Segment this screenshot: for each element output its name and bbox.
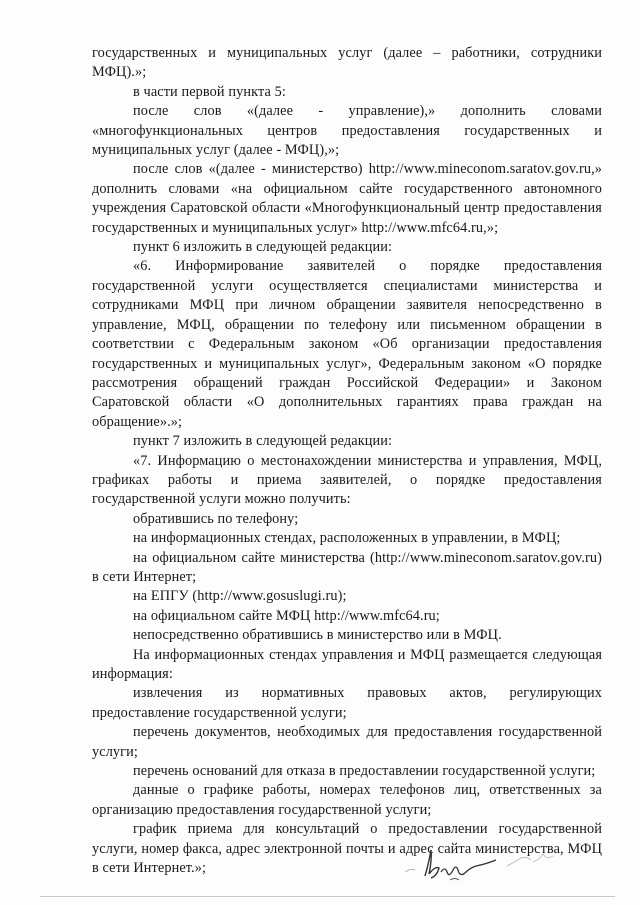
paragraph: «7. Информацию о местонахождении министерства и управления, МФЦ, графиках работы и приема заявителей, о порядке предоставления государственной услуги можно получить:: [92, 452, 602, 508]
paragraph: на официальном сайте министерства (http://www.mineconom.saratov.gov.ru) в сети Интернет;: [92, 549, 602, 585]
paragraph: на ЕПГУ (http://www.gosuslugi.ru);: [133, 588, 347, 605]
paragraph: «6. Информирование заявителей о порядке предоставления государственной услуги осуществляется специалистами министерства и сотрудниками МФЦ при личном обращении заявителя непосредственно в управление, МФЦ, обращении по телефону или письменном обращении в соответствии с Федеральным законом «Об организации предоставления государственных и муниципальных услуг», Федеральным законом «О порядке рассмотрения обращений граждан Российской Федерации» и Законом Саратовской области «О дополнительных гарантиях права граждан на обращение».»;: [92, 258, 602, 430]
paragraph: пункт 6 изложить в следующей редакции:: [133, 239, 393, 256]
handwritten-signature: [395, 832, 565, 892]
paragraph: пункт 7 изложить в следующей редакции:: [133, 433, 393, 450]
paragraph: государственных и муниципальных услуг (далее – работники, сотрудники МФЦ).»;: [92, 45, 602, 81]
paragraph: перечень оснований для отказа в предоставлении государственной услуги;: [133, 763, 596, 780]
document-body: [92, 44, 602, 878]
paragraph: На информационных стендах управления и МФЦ размещается следующая информация:: [92, 646, 602, 682]
paragraph: график приема для консультаций о предоставлении государственной услуги, номер факса, адрес электронной почты и адрес сайта министерства, МФЦ в сети Интернет.»;: [92, 821, 602, 877]
paragraph: перечень документов, необходимых для предоставления государственной услуги;: [92, 724, 602, 760]
paragraph: на информационных стендах, расположенных в управлении, в МФЦ;: [133, 530, 561, 547]
paragraph: после слов «(далее - управление),» дополнить словами «многофункциональных центров предоставления государственных и муниципальных услуг (далее - МФЦ),»;: [92, 103, 602, 159]
page-bottom-rule: [40, 896, 615, 897]
paragraph: на официальном сайте МФЦ http://www.mfc64.ru;: [133, 607, 440, 624]
paragraph: после слов «(далее - министерство) http://www.mineconom.saratov.gov.ru,» дополнить словами «на официальном сайте государственного автономного учреждения Саратовской области «Многофункциональный центр предоставления государственных и муниципальных услуг» http://www.mfc64.ru,»;: [92, 161, 602, 236]
paragraph: данные о графике работы, номерах телефонов лиц, ответственных за организацию предоставления государственной услуги;: [92, 782, 602, 818]
paragraph: извлечения из нормативных правовых актов, регулирующих предоставление государственной услуги;: [92, 685, 602, 721]
paragraph: обратившись по телефону;: [133, 510, 299, 527]
paragraph: непосредственно обратившись в министерство или в МФЦ.: [133, 627, 502, 644]
paragraph: в части первой пункта 5:: [133, 83, 286, 100]
